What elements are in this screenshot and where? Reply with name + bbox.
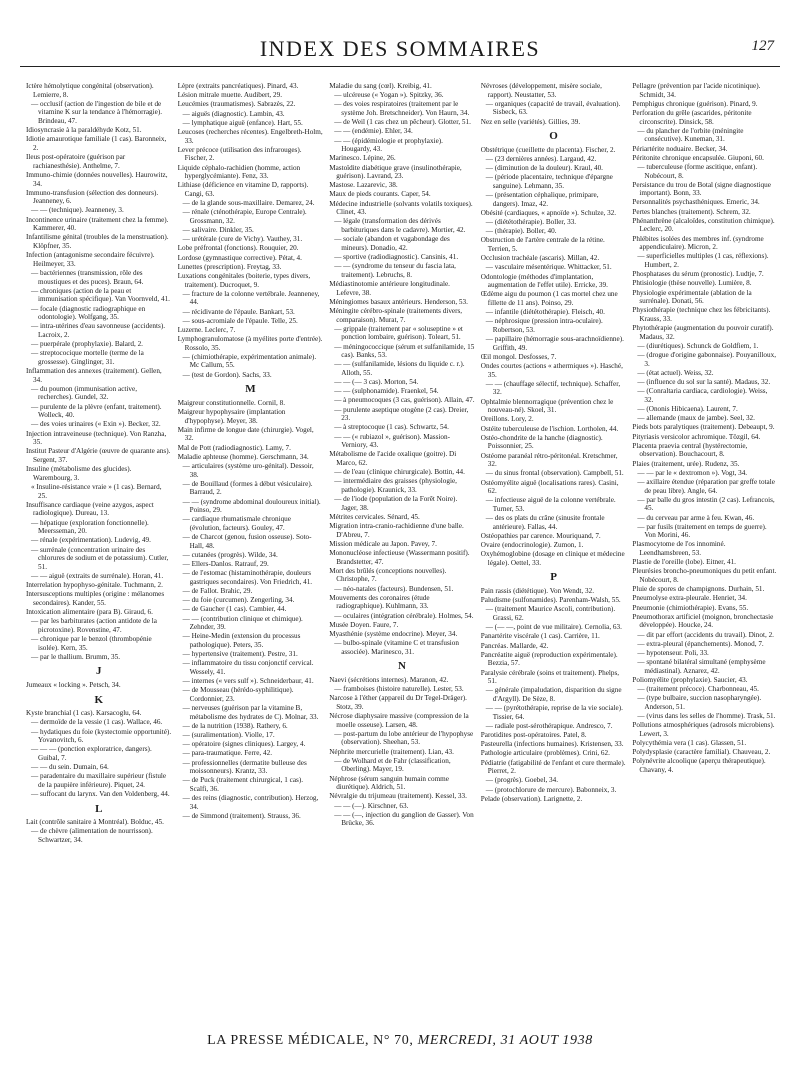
index-entry: Lèpre (extraits pancréatiques). Pinard, 43. [177, 82, 299, 90]
index-subentry: — (virus dans les selles de l'homme). Trask, 51. [637, 712, 776, 721]
index-entry: Obésité (cardiaques, « apnoïde »). Schulze, 32. [480, 208, 617, 217]
index-subentry: — framboises (histoire naturelle). Lester, 53. [334, 685, 464, 694]
index-entry: Polynévrite alcoolique (aperçu thérapeutique). Chavany, 4. [632, 757, 766, 774]
index-subentry: — de la glande sous-maxillaire. Demarez, 24. [182, 199, 315, 208]
index-subentry: — lymphatique aiguë (enfance). Hart, 55. [182, 118, 303, 127]
index-subentry: — (type bulbaire, succion nasopharyngée). Anderson, 51. [637, 694, 762, 711]
index-entry: Médiastinotomie antérieure longitudinale. Lefevre, 38. [329, 279, 450, 297]
index-entry: Intersusceptions multiples (origine : mélanomes secondaires). Kander, 55. [26, 590, 165, 607]
index-subentry: — spontané bilatéral simultané (emphysème médiastinal). Aznarez, 42. [637, 658, 766, 675]
index-subentry: — de Fallot. Brahic, 29. [182, 587, 253, 596]
index-subentry: — — (— 3 cas). Morton, 54. [334, 378, 419, 387]
index-subentry: — de Simmond (traitement). Strauss, 36. [182, 811, 301, 820]
index-subentry: — de Wolhard et de Fahr (classification, Oberling). Mayer, 19. [334, 756, 451, 774]
index-entry: Lobe préfrontal (fonctions). Rouquier, 20. [177, 244, 299, 253]
section-letter: N [398, 660, 406, 673]
index-entry: Infection (antagonisme secondaire fécuivre). Heilmeyer, 33. [26, 251, 155, 268]
index-subentry: — bulbo-spinale (vitamine C et transfusion associée). Marinesco, 31. [334, 639, 459, 656]
index-entry: Narcose à l'éther (appareil du Dr Tegel-Dräger). Stotz, 39. [329, 694, 467, 711]
index-entry: Occlusion trachéale (ascaris). Millan, 42. [480, 254, 600, 263]
index-subentry: — opératoire (signes cliniques). Largey, 4. [182, 740, 306, 749]
index-column-5 [632, 82, 778, 1012]
index-entry: Pellagre (prévention par l'acide nicotinique). Schmidt, 34. [632, 82, 761, 99]
index-subentry: — de Puck (traitement chirurgical, 1 cas). Scalfi, 36. [182, 776, 304, 793]
index-subentry: — (présentation céphalique, primipare, dangers). Imaz, 42. [485, 191, 599, 208]
index-subentry: — occlusif (action de l'ingestion de bile et de vitamine K sur la tendance à l'hémorragie). Brindeau, 47. [31, 99, 163, 125]
index-subentry: — organiques (capacité de travail, évaluation). Sisbeck, 63. [485, 99, 621, 117]
index-subentry: — — (pyrétothérapie, reprise de la vie sociale). Tissier, 64. [485, 704, 623, 721]
index-entry: Injection intraveineuse (technique). Von Ranzha, 35. [26, 429, 167, 447]
index-subentry: — internes (« vers sulf »). Schneiderbaur, 41. [182, 677, 314, 686]
index-entry: Placenta praevia central (hystérectomie, observation). Bouchacourt, 8. [632, 441, 748, 459]
index-subentry: — de l'eau (clinique chirurgicale). Bottin, 44. [334, 468, 465, 477]
index-subentry: — — (endémie). Ehler, 34. [334, 127, 413, 136]
index-entry: Maigreur constitutionnelle. Cornil, 8. [177, 398, 285, 407]
index-subentry: — — (sulfanilamide, lésions du liquide c. r.). Alloth, 55. [334, 360, 465, 377]
index-entry: Personnalités psychasthéniques. Emeric, 34. [632, 198, 760, 207]
index-entry: Perforation du grêle (ascarides, péritonite circonscrite). Dinsick, 58. [632, 108, 752, 126]
index-entry: Pleurésies broncho-pneumoniques du petit enfant. Nobécourt, 8. [632, 567, 777, 585]
index-entry: Parotidites post-opératoires. Patel, 8. [480, 731, 587, 740]
index-subentry: — nerveuses (guérison par la vitamine B, métabolisme des hydrates de C). Molnar, 33. [182, 704, 319, 721]
index-entry: Liquide céphalo-rachidien (homme, action hyperglycémiante). Fenz, 33. [177, 163, 301, 181]
index-subentry: — — (épidémiologie et prophylaxie). Hougardy, 43. [334, 136, 443, 154]
index-entry: Pollutions atmosphériques (adrosols microbiens). Lewert, 3. [632, 721, 775, 738]
index-entry: Maladie du sang (cœl). Kreibig, 41. [329, 82, 432, 90]
index-subentry: — paradentaire du maxillaire supérieur (fistule de la paupière inférieure). Piquet, 24. [31, 772, 167, 789]
index-entry: Pneumolyse extra-pleurale. Henriet, 34. [632, 594, 747, 603]
index-entry: Poliomyélite (prophylaxie). Saucier, 43. [632, 675, 748, 684]
index-entry: Pertes blanches (traitement). Schrem, 32. [632, 207, 751, 216]
index-entry: Phénanthrène (alcaloïdes, constitution chimique). Leclerc, 20. [632, 216, 775, 234]
index-entry: Maladie aphteuse (homme). Gerschmann, 34. [177, 452, 309, 461]
index-entry: Ostéomyélite aiguë (localisations rares). Casini, 62. [480, 478, 619, 496]
index-subentry: — (Conraltaria cardiaca, cardiologie). Weiss, 32. [637, 387, 768, 404]
index-entry: Mal de Pott (radiodiagnostic). Lamy, 7. [177, 443, 291, 452]
index-entry: Luxations congénitales (boiterie, types divers, traitement). Ducroquet, 9. [177, 271, 311, 289]
index-subentry: — (diminution de la douleur). Kraul, 40. [485, 164, 603, 173]
index-subentry: — intra-utérines d'eau savonneuse (accidents). Lacroix, 2. [31, 322, 166, 339]
index-entry: Phosphatases du sérum (pronostic). Ludtje, 7. [632, 270, 764, 279]
index-entry: Insuline (métabolisme des glucides). Warembourg, 3. [26, 465, 132, 482]
index-subentry: — à streptocoque (1 cas). Schwartz, 54. [334, 423, 449, 432]
index-entry: Lésion mitrale muette. Audibert, 29. [177, 91, 282, 100]
index-entry: Néphrose (sérum sanguin humain comme diurétique). Aldrich, 51. [329, 774, 449, 792]
index-entry: Lever précoce (utilisation des infrarouges). Fischer, 2. [177, 145, 302, 163]
index-subentry: — bactériennes (transmission, rôle des moustiques et des puces). Braun, 64. [31, 269, 144, 286]
index-entry: Ostéo-chondrite de la hanche (diagnostic). Poissonnier, 25. [480, 433, 603, 451]
index-entry: Pain rassis (diététique). Von Wendt, 32. [480, 587, 594, 596]
index-subentry: — superficielles multiples (1 cas, réflexions). Humbert, 2. [637, 252, 769, 269]
index-entry: Péritonite chronique encapsulée. Giuponi, 60. [632, 153, 764, 162]
index-subentry: — néo-natales (facteurs). Bundensen, 51. [334, 584, 454, 593]
index-subentry: — post-partum du lobe antérieur de l'hypophyse (observation). Sheehan, 53. [334, 729, 474, 747]
index-subentry: — de Gaucher (1 cas). Cambier, 44. [182, 605, 287, 614]
index-entry: Lunettes (prescription). Freytag, 33. [177, 262, 282, 271]
index-entry: Ostéite tuberculeuse de l'ischion. Lortholen, 44. [480, 424, 619, 433]
index-subentry: — des os plats du crâne (sinusite frontale antérieure). Fallas, 44. [485, 514, 605, 531]
index-entry: Périartérite noduaire. Becker, 34. [632, 144, 728, 153]
index-entry: Pancréas. Mallarde, 42. [480, 641, 549, 650]
index-subentry: — (traitement précoce). Charbonneau, 45. [637, 685, 759, 694]
index-subentry: — (période placentaire, technique d'épargne sanguine). Lehmann, 35. [485, 173, 613, 190]
index-subentry: — aiguës (diagnostic). Lambin, 43. [182, 109, 285, 118]
index-entry: Obstétrique (cueillette du placenta). Fischer, 2. [480, 145, 616, 154]
index-subentry: — allemande (maux de jambe). Seel, 32. [637, 414, 755, 423]
index-subentry: — — (sulphonamide). Fraenkel, 54. [334, 387, 439, 396]
index-entry: Musée Doyen. Faure, 7. [329, 620, 399, 629]
index-subentry: — (drogue d'origine gabonnaise). Pouyanilloux, 3. [637, 351, 777, 368]
index-entry: Immuno-transfusion (sélection des donneurs). Jeanneney, 6. [26, 188, 159, 206]
index-subentry: — fracture de la colonne vertébrale. Jeanneney, 44. [182, 289, 320, 307]
index-subentry: — de Bouillaud (formes à début vésiculaire). Barraud, 2. [182, 479, 313, 497]
index-entry: Maux de pieds courants. Caper, 54. [329, 190, 431, 199]
index-subentry: — grippale (traitement par « soluseptine » et ponction lombaire, guérison). Toleart, 51. [334, 324, 463, 342]
index-subentry: — streptococique mortelle (terme de la grossesse). Ginglinger, 31. [31, 349, 144, 366]
index-subentry: — oculaires (intégration cérébrale). Holmes, 54. [334, 611, 474, 620]
index-subentry: — suffocant du larynx. Van den Voldenberg, 44. [31, 790, 170, 799]
index-subentry: — rénale (cténothérapie, Europe Centrale). Grossmann, 32. [182, 208, 307, 225]
index-entry: Mouvements des coronaires (étude radiographique). Kuhlmann, 33. [329, 593, 430, 611]
section-letter: J [96, 665, 102, 678]
index-subentry: — intermédiaire des graisses (physiologie, pathologie). Kraunick, 33. [334, 477, 457, 494]
index-entry: Pneumonie (chimiothérapie). Evans, 55. [632, 603, 749, 612]
index-subentry: — dermoïde de la vessie (1 cas). Wallace, 46. [31, 718, 163, 727]
index-entry: Leucoses (recherches récentes). Engelbreth-Holm, 33. [177, 127, 323, 145]
index-entry: Méningiomes basaux antérieurs. Henderson, 53. [329, 297, 468, 306]
index-entry: Myasthénie (système endocrine). Meyer, 34. [329, 629, 458, 638]
index-entry: Mort des brûlés (conceptions nouvelles). Christophe, 7. [329, 566, 447, 584]
index-subentry: — purulente de la plèvre (enfant, traitement). Wolleck, 40. [31, 402, 162, 420]
index-entry: Paludisme (sulfonamides). Parenham-Walsh, 55. [480, 596, 621, 605]
index-subentry: — (Ononis Hibicaena). Laurent, 7. [637, 405, 738, 414]
index-entry: Nécrose diaphysaire massive (compression de la moelle osseuse). Larsen, 48. [329, 712, 469, 729]
index-entry: Panartérite viscérale (1 cas). Carrière, 11. [480, 632, 600, 641]
index-subentry: — de Charcot (genou, fusion osseuse). Soto-Hall, 48. [182, 533, 312, 550]
index-entry: Mononucléose infectieuse (Wassermann positif). Brandstetter, 47. [329, 549, 470, 566]
index-entry: Œdème aigu du poumon (1 cas mortel chez une fillette de 11 ans). Poinso, 29. [480, 290, 618, 307]
index-subentry: — — (syndrome abdominal douloureux initial). Poinso, 29. [182, 497, 321, 515]
index-entry: Pelade (observation). Larignette, 2. [480, 794, 583, 803]
section-letter: M [245, 383, 256, 396]
index-subentry: — (suralimentation). Violle, 17. [182, 731, 275, 740]
index-entry: Physiothérapie (technique chez les fébricitants). Krauss, 33. [632, 306, 771, 323]
index-columns [26, 82, 778, 1012]
index-subentry: — de chèvre (alimentation de nourrisson). Schwartzer, 34. [31, 827, 153, 845]
index-entry: Œil mongol. Desfosses, 7. [480, 352, 557, 361]
index-entry: Névralgie du trijumeau (traitement). Kessel, 33. [329, 792, 467, 801]
index-entry: Idiotie amaurotique familiale (1 cas). Baronneix, 2. [26, 135, 167, 152]
index-subentry: — cutanées (progrès). Wilde, 34. [182, 550, 278, 559]
index-subentry: — professionnelles (dermatite bulleuse des moissonneurs). Krantz, 33. [182, 758, 307, 776]
index-entry: Mission médicale au Japon. Pavey, 7. [329, 539, 437, 548]
index-subentry: — — du sein. Dumain, 64. [31, 763, 109, 772]
index-entry: Pieds bots paralytiques (traitement). Debeaupt, 9. [632, 423, 775, 432]
index-entry: Ostéopathies par carence. Mouriquand, 7. [480, 531, 601, 540]
index-entry: Métabolisme de l'acide oxalique (goitre). Di Marco, 62. [329, 450, 457, 467]
index-entry: Pemphigus chronique (guérison). Pinard, 9. [632, 99, 758, 108]
index-entry: Plasmocytome de l'os innominé. Leendhamsbreen, 53. [632, 540, 726, 558]
index-entry: Maigreur hypophysaire (implantation d'hypophyse). Meyer, 38. [177, 408, 286, 425]
index-subentry: — du foie (curcumen). Zengerling, 34. [182, 596, 295, 605]
index-entry: Pneumothorax artificiel (moignon, bronchectasie développée). Houcke, 24. [632, 612, 774, 630]
index-subentry: — (test de Gordon). Sachs, 33. [182, 370, 272, 379]
index-entry: Lithiase (déficience en vitamine D, rapports). Cangi, 63. [177, 181, 309, 198]
index-subentry: — hydatiques du foie (kystectomie opportunité). Yovanovitch, 6. [31, 727, 172, 745]
index-entry: Incontinence urinaire (traitement chez la femme). Kammerer, 40. [26, 215, 169, 233]
index-subentry: — focale (diagnostic radiographique en odontologie). Wolfgang, 35. [31, 304, 146, 322]
index-subentry: — — (contribution clinique et chimique). Zehnder, 39. [182, 614, 303, 632]
index-subentry: — puerpérale (prophylaxie). Balard, 2. [31, 340, 143, 349]
index-entry: Naevi (sécrétions internes). Maranon, 42. [329, 675, 449, 684]
index-subentry: — par les barbiturates (action antidote de la picrotoxine). Rovenstine, 47. [31, 617, 157, 634]
index-subentry: — (traitement Maurice Ascoli, contribution). Grassi, 62. [485, 605, 616, 623]
index-subentry: — — (—, injection du ganglion de Gasser). Von Brücke, 36. [334, 810, 474, 828]
index-subentry: — des voies respiratoires (traitement par le système Joh. Bretschneider). Von Haurn, 34. [334, 100, 470, 117]
section-letter: O [549, 130, 558, 143]
index-subentry: — légale (transformation des dérivés barbituriques dans le cadavre). Mortier, 42. [334, 217, 466, 235]
index-entry: Physiologie expérimentale (ablation de la surrénale). Donati, 56. [632, 288, 752, 306]
index-subentry: — infantile (diététothérapie). Fleisch, 40. [485, 308, 605, 317]
index-entry: Odontologie (méthodes d'implantation, augmentation de l'effet utile). Erricke, 39. [480, 272, 608, 290]
index-entry: Luzerne. Leclerc, 7. [177, 325, 236, 334]
index-subentry: — — (« rubiazol », guérison). Massion-Verniory, 43. [334, 432, 450, 450]
index-subentry: — par fusils (traitement en temps de guerre). Von Morini, 46. [637, 522, 767, 540]
index-subentry: — (état actuel). Weiss, 32. [637, 368, 714, 377]
index-entry: Plaies (traitement, urée). Rudenz, 35. [632, 459, 740, 468]
index-subentry: — tuberculeuse (forme ascitique, enfant). Nobécourt, 8. [637, 162, 758, 180]
index-subentry: — inflammatoire du tissu conjonctif cervical. Wessely, 41. [182, 659, 314, 676]
index-entry: Ondes courtes (actions « athermiques »). Hasché, 35. [480, 362, 623, 379]
index-subentry: — vasculaire mésentérique. Whittacker, 51. [485, 263, 612, 272]
index-subentry: — surrénale (concentration urinaire des chlorures de sodium et de potassium). Cutler, 51. [31, 545, 169, 571]
index-entry: Migration intra-cranio-rachidienne d'une balle. D'Abreu, 7. [329, 522, 464, 539]
section-letter: K [94, 693, 104, 706]
index-entry: Ostéome paranéal rétro-péritonéal. Kretschmer, 32. [480, 451, 618, 469]
page-header [20, 36, 780, 67]
index-subentry: — générale (impaludation, disparition du signe d'Argyll). De Sèze, 8. [485, 686, 622, 703]
index-entry: Infantilisme génital (troubles de la menstruation). Klöpfner, 35. [26, 233, 169, 251]
index-entry: Main infirme de longue date (chirurgie). Vogel, 32. [177, 425, 314, 443]
index-entry: Idiosyncrasie à la paraldéhyde Kotz, 51. [26, 126, 142, 135]
index-subentry: — sociale (abandon et vagabondage des mineurs). Donadio, 42. [334, 235, 450, 252]
index-entry: Intoxication alimentaire (para B). Giraud, 6. [26, 608, 153, 617]
index-entry: Pasteurella (infections humaines). Kristensen, 33. [480, 740, 624, 749]
index-subentry: — du plancher de l'orbite (méningite consécutive). Kuneman, 31. [637, 126, 744, 144]
index-subentry: — para-traumatique. Ferre, 42. [182, 749, 273, 758]
index-subentry: — (diurétiques). Schunck de Goldfiem, 1. [637, 341, 759, 350]
index-subentry: — (progrès). Goebel, 34. [485, 776, 559, 785]
index-subentry: — — (syndrome du tenseur du fascia lata, traitement). Lebruchs, 8. [334, 262, 456, 279]
index-subentry: — (— —, point de vue militaire). Cernolia, 63. [485, 623, 622, 632]
index-entry: Lait (contrôle sanitaire à Montréal). Bolduc, 45. [26, 818, 164, 827]
index-entry: Persistance du trou de Botal (signe diagnostique important). Bonn, 33. [632, 180, 771, 198]
index-title: INDEX DES SOMMAIRES [259, 36, 541, 61]
index-subentry: — Heine-Medin (extension du processus pathologique). Peters, 35. [182, 632, 301, 649]
index-subentry: — dit par effort (accidents du travail). Dinot, 2. [637, 630, 774, 639]
index-subentry: — articulaires (système uro-génital). Dessoir, 38. [182, 461, 314, 479]
index-subentry: — radiale post-sérothérapique. Andresco, 7. [485, 721, 613, 730]
index-subentry: — — (chauffage sélectif, technique). Schaffer, 32. [485, 379, 621, 397]
index-entry: Pityriasis versicolor achromique. Tözgil, 64. [632, 432, 761, 441]
index-subentry: — hypotenseur. Poli, 33. [637, 648, 709, 657]
index-entry: Immuno-chimie (données nouvelles). Haurowitz, 34. [26, 170, 168, 188]
index-subentry: — urétérale (cure de Vichy). Vauthey, 31. [182, 235, 303, 244]
index-subentry: — rénale (expérimentation). Ludevig, 49. [31, 536, 151, 545]
index-entry: Métrites cervicales. Sénard, 45. [329, 512, 420, 521]
index-subentry: — (chimiothérapie, expérimentation animale). Mc Callum, 55. [182, 352, 317, 370]
index-entry: Polycythémia vera (1 cas). Glassen, 51. [632, 739, 747, 748]
index-entry: Ophtalmie blennorragique (prévention chez le nouveau-né). Skoel, 31. [480, 397, 614, 415]
index-subentry: — hépatique (exploration fonctionnelle). Meersseman, 20. [31, 518, 149, 536]
index-subentry: — Ellers-Danlos. Ratrauf, 29. [182, 560, 269, 569]
footer-journal: LA PRESSE MÉDICALE, N° 70, [207, 1033, 414, 1048]
index-subentry: — du sinus frontal (observation). Campbell, 51. [485, 469, 624, 478]
index-subentry: — sportive (radiodiagnostic). Cansinis, 41. [334, 253, 459, 261]
index-subentry: — de l'estomac (histaminothérapie, douleurs gastriques secondaires). Von Friedrich, 41. [182, 569, 313, 586]
index-subentry: — par balle du gros intestin (2 cas). Lefrancois, 45. [637, 495, 775, 513]
index-entry: Institut Pasteur d'Algérie (œuvre de quarante ans). Sergent, 37. [26, 447, 171, 464]
index-entry: Jumeaux « locking ». Petsch, 34. [26, 680, 121, 689]
index-entry: Insuffisance cardiaque (veine azygos, aspect radiologique). Dureau, 13. [26, 500, 154, 518]
footer-date: MERCREDI, 31 AOUT 1938 [417, 1033, 593, 1048]
index-entry: Pluie de spores de champignons. Durhain, 51. [632, 585, 765, 594]
index-entry: Mastoïdite diabétique grave (insulinothérapie, guérison). Lavrand, 23. [329, 163, 462, 181]
index-column-3 [329, 82, 475, 1012]
page-footer [20, 1033, 780, 1053]
index-entry: Inflammation des annexes (traitement). Gellen, 34. [26, 367, 162, 384]
index-subentry: — (influence du sol sur la santé). Madaus, 32. [637, 378, 771, 387]
index-subentry: — (diététothérapie). Boller, 33. [485, 218, 577, 227]
index-entry: Névroses (développement, misère sociale, rapport). Neustatter, 53. [480, 82, 602, 99]
index-subentry: — papillaire (hémorragie sous-arachnoïdienne). Griffith, 49. [485, 335, 624, 352]
index-entry: Paralysie cérébrale (soins et traitement). Phelps, 51. [480, 668, 620, 686]
index-subentry: — (23 dernières années). Largaud, 42. [485, 154, 597, 163]
index-subentry: — méningococcique (sérum et sulfanilamide, 15 cas). Banks, 53. [334, 342, 475, 360]
index-entry: Ileus post-opératoire (guérison par rachianesthésie). Anthelme, 7. [26, 153, 126, 170]
index-subentry: « Insuline-résistance vraie » (1 cas). Bernard, 25. [31, 482, 162, 500]
index-entry: Polydysplasie (caractère familial). Chauveau, 2. [632, 748, 771, 757]
index-entry: Ovaire (endocrinologie). Zumon, 1. [480, 541, 584, 550]
index-entry: Mastose. Lazarevic, 38. [329, 181, 398, 190]
index-subentry: — cardiaque rhumatismale chronique (évolution, facteurs). Gouley, 47. [182, 515, 291, 532]
index-subentry: — — aiguë (extraits de surrénale). Horan, 41. [31, 571, 164, 580]
index-subentry: — du poumon (immunisation active, recherches). Gundel, 32. [31, 384, 138, 402]
index-subentry: — des reins (diagnostic, contribution). Herzog, 34. [182, 794, 319, 811]
index-entry: Ictère hémolytique congénital (observation). Lemierre, 8. [26, 82, 154, 99]
index-subentry: — infectieuse aiguë de la colonne vertébrale. Turner, 53. [485, 496, 616, 513]
index-entry: Pédiatrie (fatigabilité de l'enfant et cure thermale). Pierret, 2. [480, 758, 626, 776]
index-subentry: — récidivante de l'épaule. Bankart, 53. [182, 307, 295, 316]
index-entry: Marinesco. Lépine, 26. [329, 154, 396, 163]
section-letter: P [550, 571, 557, 584]
index-entry: Kyste branchial (1 cas). Karsacoglu, 64. [26, 709, 142, 718]
index-subentry: — chroniques (action de la peau et immunisation spécifique). Van Voornveld, 41. [31, 286, 170, 304]
index-subentry: — du cerveau par arme à feu. Kwan, 46. [637, 513, 755, 522]
index-subentry: — purulente aseptique otogène (2 cas). Dreier, 23. [334, 405, 469, 423]
index-entry: Nez en selle (variétés). Gillies, 39. [480, 117, 581, 126]
index-subentry: — de l'iode (population de la Forêt Noire). Jager, 38. [334, 495, 458, 512]
index-subentry: — salivaire. Dinkler, 35. [182, 226, 254, 235]
index-column-2 [178, 82, 324, 1012]
index-subentry: — par le thallium. Brumm, 35. [31, 652, 121, 661]
index-entry: Oreillons. Lory, 2. [480, 415, 534, 424]
index-subentry: — — (technique). Jeanneney, 3. [31, 206, 124, 215]
index-entry: Phytothérapie (augmentation du pouvoir curatif). Madaus, 32. [632, 324, 774, 341]
index-subentry: — de la nutrition (1938). Rathery, 6. [182, 721, 288, 730]
index-subentry: — (protochlorure de mercure). Babonneix, 3. [485, 785, 617, 794]
index-entry: Obstruction de l'artère centrale de la rétine. Terrien, 5. [480, 236, 605, 254]
index-column-1 [26, 82, 172, 1012]
index-entry: Phtisiologie (thèse nouvelle). Lumière, 8. [632, 279, 752, 288]
index-subentry: — des voies urinaires (« Exin »). Becker, 32. [31, 420, 161, 429]
index-subentry: — — — (ponction exploratrice, dangers). Guibal, 7. [31, 745, 152, 762]
index-entry: Pathologie articulaire (problèmes). Crini, 62. [480, 749, 610, 758]
index-subentry: — de Weil (1 cas chez un pêcheur). Glotter, 51. [334, 118, 471, 127]
index-entry: Phlébites isolées des membres inf. (syndrome appendiculaire). Micron, 2. [632, 234, 764, 252]
index-subentry: — néphrosique (pression intra-oculaire). Robertson, 53. [485, 317, 603, 334]
index-subentry: — axillaire étendue (réparation par greffe totale de peau libre). Angle, 64. [637, 477, 775, 495]
index-subentry: — — (—). Kirschner, 63. [334, 801, 409, 810]
index-subentry: — ulcéreuse (« Yogan »). Spitzky, 36. [334, 91, 444, 100]
index-entry: Lymphogranulomatose (à myélites porte d'entrée). Rossolo, 35. [177, 335, 323, 352]
index-subentry: — extra-pleural (épanchements). Monod, 7. [637, 639, 764, 648]
index-subentry: — chronique par le benzol (thrombopénie isolée). Kern, 35. [31, 635, 152, 652]
index-subentry: — de Mousseau (hérédo-syphilitique). Cordonnier, 23. [182, 686, 294, 703]
index-entry: Méningite cérébro-spinale (traitements divers, comparaison). Murat, 7. [329, 306, 463, 324]
index-entry: Lordose (gymnastique corrective). Pétat, 4. [177, 253, 302, 262]
index-entry: Plastie de l'oreille (lobe). Eitner, 41. [632, 558, 736, 567]
index-subentry: — à pneumocoques (3 cas, guérison). Allain, 47. [334, 396, 475, 405]
index-entry: Interrelation hypophyso-génitale. Tuchmann, 2. [26, 581, 163, 590]
index-entry: Pancréatite aiguë (reproduction expérimentale). Bezzia, 57. [480, 650, 618, 668]
section-letter: L [95, 802, 103, 815]
index-column-4 [481, 82, 627, 1012]
index-subentry: — (thérapie). Boller, 40. [485, 227, 557, 236]
index-entry: Oxyhémoglobine (dosage en clinique et médecine légale). Oettel, 33. [480, 550, 625, 567]
index-entry: Néphrite mercurielle (traitement). Lian, 43. [329, 747, 454, 756]
index-subentry: — hypertensive (traitement). Pestre, 31. [182, 650, 298, 659]
index-entry: Leucémies (traumatismes). Sabrazès, 22. [177, 100, 296, 109]
index-subentry: — sous-acromiale de l'épaule. Telle, 25. [182, 316, 298, 325]
index-entry: Médecine industrielle (solvants volatils toxiques). Clinet, 43. [329, 199, 473, 217]
page-number: 127 [751, 38, 774, 54]
index-subentry: — — par le « dextromon »). Vogt, 34. [637, 468, 748, 477]
